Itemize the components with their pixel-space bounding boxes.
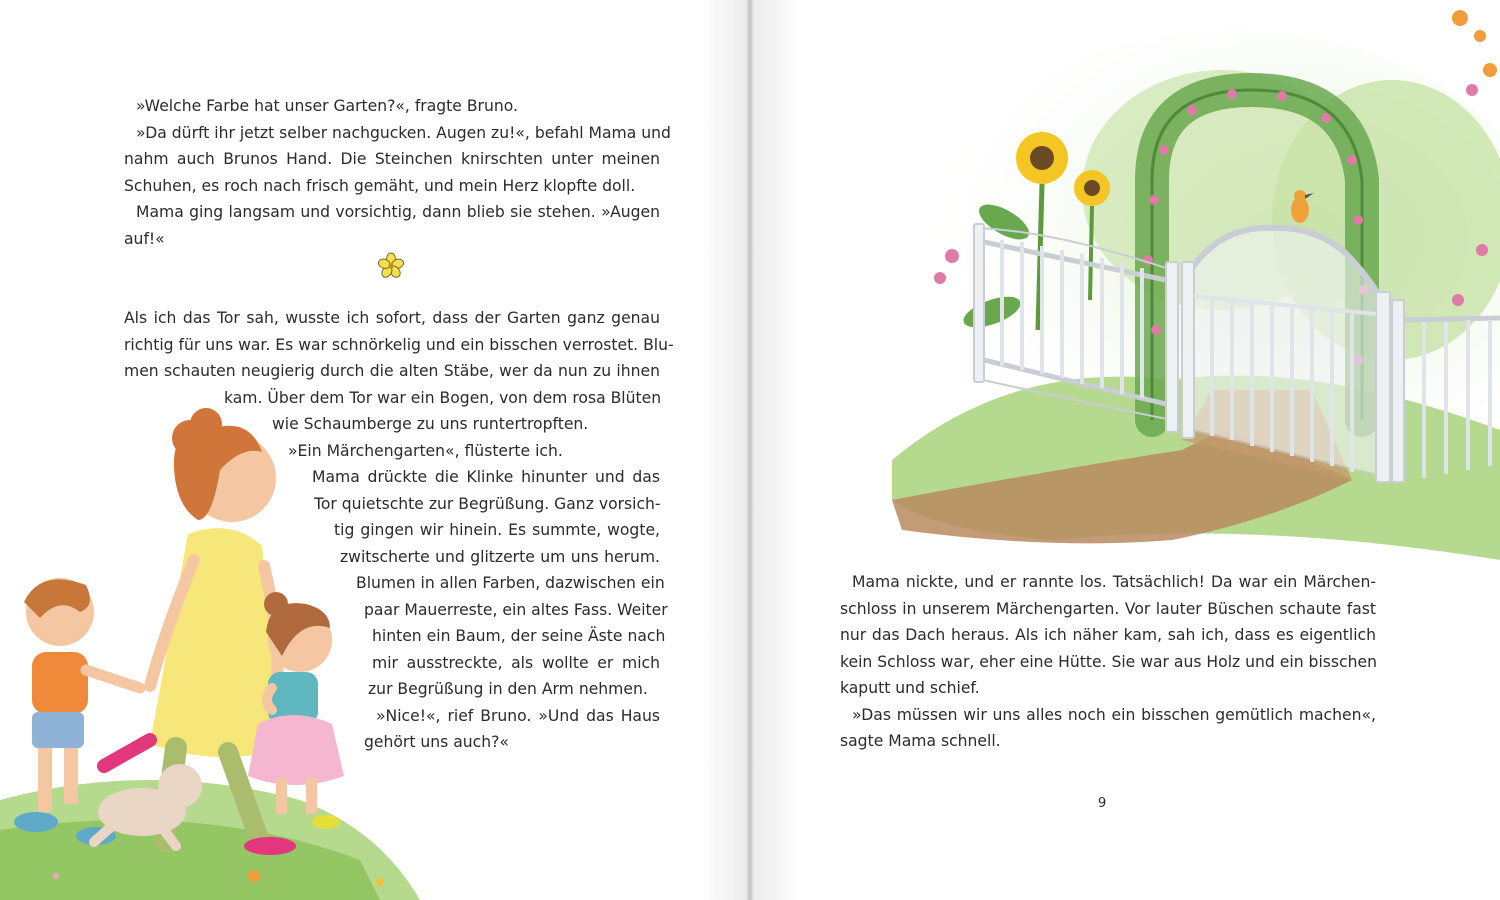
text-line: hinten ein Baum, der seine Äste nach	[372, 627, 666, 645]
text-line: nur das Dach heraus. Als ich näher kam, sah ich, dass es eigentlich	[840, 626, 1376, 644]
text-line: sagte Mama schnell.	[840, 732, 1001, 750]
text-line: Tor quietschte zur Begrüßung. Ganz vorsich-	[314, 494, 661, 513]
text-line: kaputt und schief.	[840, 679, 980, 697]
garden-gate-illustration	[752, 0, 1500, 560]
text-line: »Welche Farbe hat unser Garten?«, fragte Bruno.	[136, 97, 518, 115]
text-line: tig gingen wir hinein. Es summte, wogte,	[334, 521, 660, 539]
right-page	[752, 0, 1500, 900]
text-line: Mama nickte, und er rannte los. Tatsächlich! Da war ein Märchen-	[852, 573, 1376, 591]
text-line: gehört uns auch?«	[364, 733, 509, 751]
text-line: »Da dürft ihr jetzt selber nachgucken. Augen zu!«, befahl Mama und	[136, 123, 671, 142]
text-line: kein Schloss war, eher eine Hütte. Sie war aus Holz und ein bisschen	[840, 652, 1377, 671]
text-line: Blumen in allen Farben, dazwischen ein	[356, 574, 665, 592]
text-line: richtig für uns war. Es war schnörkelig und ein bisschen verrostet. Blu-	[124, 335, 674, 354]
text-line: Mama ging langsam und vorsichtig, dann blieb sie stehen. »Augen	[136, 203, 660, 221]
text-line: auf!«	[124, 229, 165, 248]
page-number: 9	[1098, 796, 1107, 811]
text-line: zur Begrüßung in den Arm nehmen.	[368, 680, 648, 698]
text-line: »Ein Märchengarten«, flüsterte ich.	[288, 441, 563, 460]
text-line: nahm auch Brunos Hand. Die Steinchen knirschten unter meinen	[124, 150, 660, 168]
left-page	[0, 0, 748, 900]
text-line: paar Mauerreste, ein altes Fass. Weiter	[364, 600, 668, 619]
text-line: wie Schaumberge zu uns runtertropften.	[272, 415, 589, 433]
text-line: »Das müssen wir uns alles noch ein bisschen gemütlich machen«,	[852, 705, 1376, 724]
text-line: Als ich das Tor sah, wusste ich sofort, dass der Garten ganz genau	[124, 309, 660, 327]
text-line: kam. Über dem Tor war ein Bogen, von dem rosa Blüten	[224, 388, 662, 407]
text-line: Mama drückte die Klinke hinunter und das	[312, 468, 660, 486]
text-line: schloss in unserem Märchengarten. Vor lauter Büschen schaute fast	[840, 599, 1376, 618]
text-line: Schuhen, es roch nach frisch gemäht, und mein Herz klopfte doll.	[124, 176, 636, 195]
text-line: men schauten neugierig durch die alten Stäbe, wer da nun zu ihnen	[124, 362, 660, 380]
text-line: zwitscherte und glitzerte um uns herum.	[340, 547, 660, 566]
text-line: mir ausstreckte, als wollte er mich	[372, 653, 660, 672]
text-line: »Nice!«, rief Bruno. »Und das Haus	[376, 706, 660, 725]
flower-ornament-icon	[376, 251, 406, 281]
